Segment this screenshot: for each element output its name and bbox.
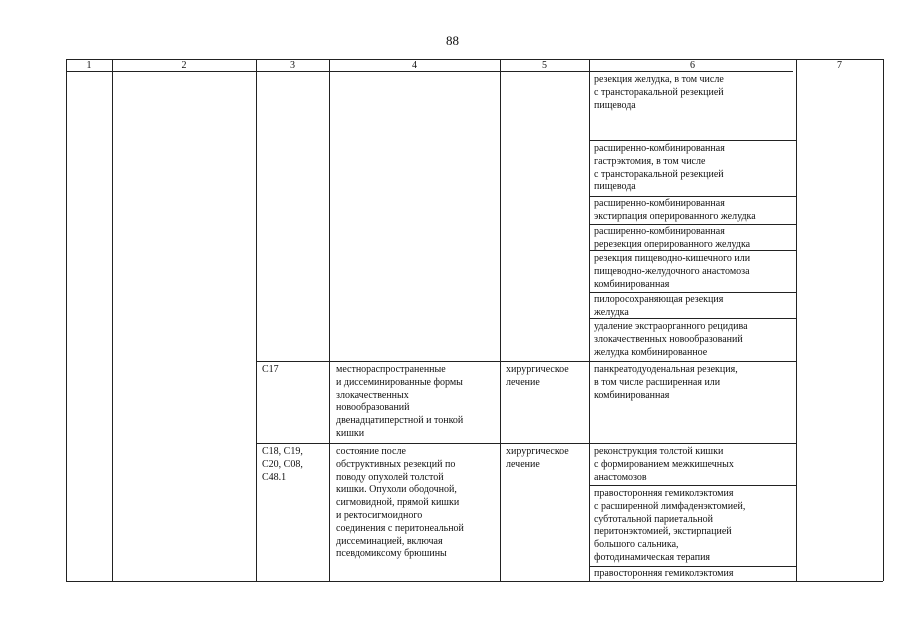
page-number: 88 (446, 33, 459, 48)
icd-code-cell: C18, C19, C20, C08, C48.1 (262, 446, 303, 483)
icd-code-cell: C17 (262, 364, 279, 375)
col-line (329, 59, 330, 581)
col-line (796, 59, 797, 581)
cell-line (589, 196, 796, 197)
treatment-type-cell: хирургическое лечение (506, 446, 569, 470)
surgical-method-cell: правосторонняя гемиколэктомия (594, 568, 734, 579)
col-line (112, 59, 113, 581)
surgical-method-cell: удаление экстраорганного рецидива злокачественных новообразований желудка комбинированное (594, 321, 748, 358)
cell-line (589, 566, 796, 567)
row-line (256, 443, 796, 444)
column-header-2: 2 (181, 60, 187, 71)
col-line (589, 59, 590, 581)
cell-line (589, 224, 796, 225)
header-bottom-border (66, 71, 793, 72)
surgical-method-cell: резекция пищеводно-кишечного или пищеводно-желудочного анастомоза комбинированная (594, 253, 751, 290)
surgical-method-cell: панкреатодуоденальная резекция, в том числе расширенная или комбинированная (594, 364, 738, 401)
surgical-method-cell: реконструкция толстой кишки с формированием межкишечных анастомозов (594, 446, 734, 483)
surgical-method-cell: резекция желудка, в том числе с трансторакальной резекцией пищевода (594, 74, 724, 111)
surgical-method-cell: расширенно-комбинированная гастрэктомия, в том числе с трансторакальной резекцией пищевода (594, 143, 725, 193)
surgical-method-cell: расширенно-комбинированная экстирпация оперированного желудка (594, 198, 756, 222)
col-line (256, 59, 257, 581)
cell-line (589, 140, 796, 141)
column-header-3: 3 (290, 60, 295, 71)
col-line (500, 59, 501, 581)
column-header-5: 5 (542, 60, 547, 71)
treatment-type-cell: хирургическое лечение (506, 364, 569, 388)
surgical-method-cell: расширенно-комбинированная ререзекция оперированного желудка (594, 226, 751, 250)
column-header-7: 7 (837, 60, 842, 71)
cell-line (589, 292, 796, 293)
row-line (256, 361, 796, 362)
column-header-1: 1 (86, 60, 92, 71)
cell-line (589, 485, 796, 486)
surgical-method-cell: правосторонняя гемиколэктомия с расширенной лимфаденэктомией, субтотальной париетальной перитонэктомией, экстирпацией большого сальника, фотодинамическая терапия (594, 488, 746, 563)
table-bottom-border (66, 581, 883, 582)
table-top-border (66, 59, 883, 60)
col-line (66, 59, 67, 581)
column-header-6: 6 (690, 60, 695, 71)
diagnosis-cell: состояние после обструктивных резекций по поводу опухолей толстой кишки. Опухоли ободочной, сигмовидной, прямой кишки и ректосигмоидного соединения с перитонеальной диссеминацией, включая псевдомиксому брюшины (336, 446, 464, 560)
diagnosis-cell: местнораспространенные и диссеминированные формы злокачественных новообразований двенадцатиперстной и тонкой кишки (336, 364, 464, 439)
column-header-4: 4 (412, 60, 417, 71)
surgical-method-cell: пилоросохраняющая резекция желудка (594, 294, 724, 318)
col-line (883, 59, 884, 581)
